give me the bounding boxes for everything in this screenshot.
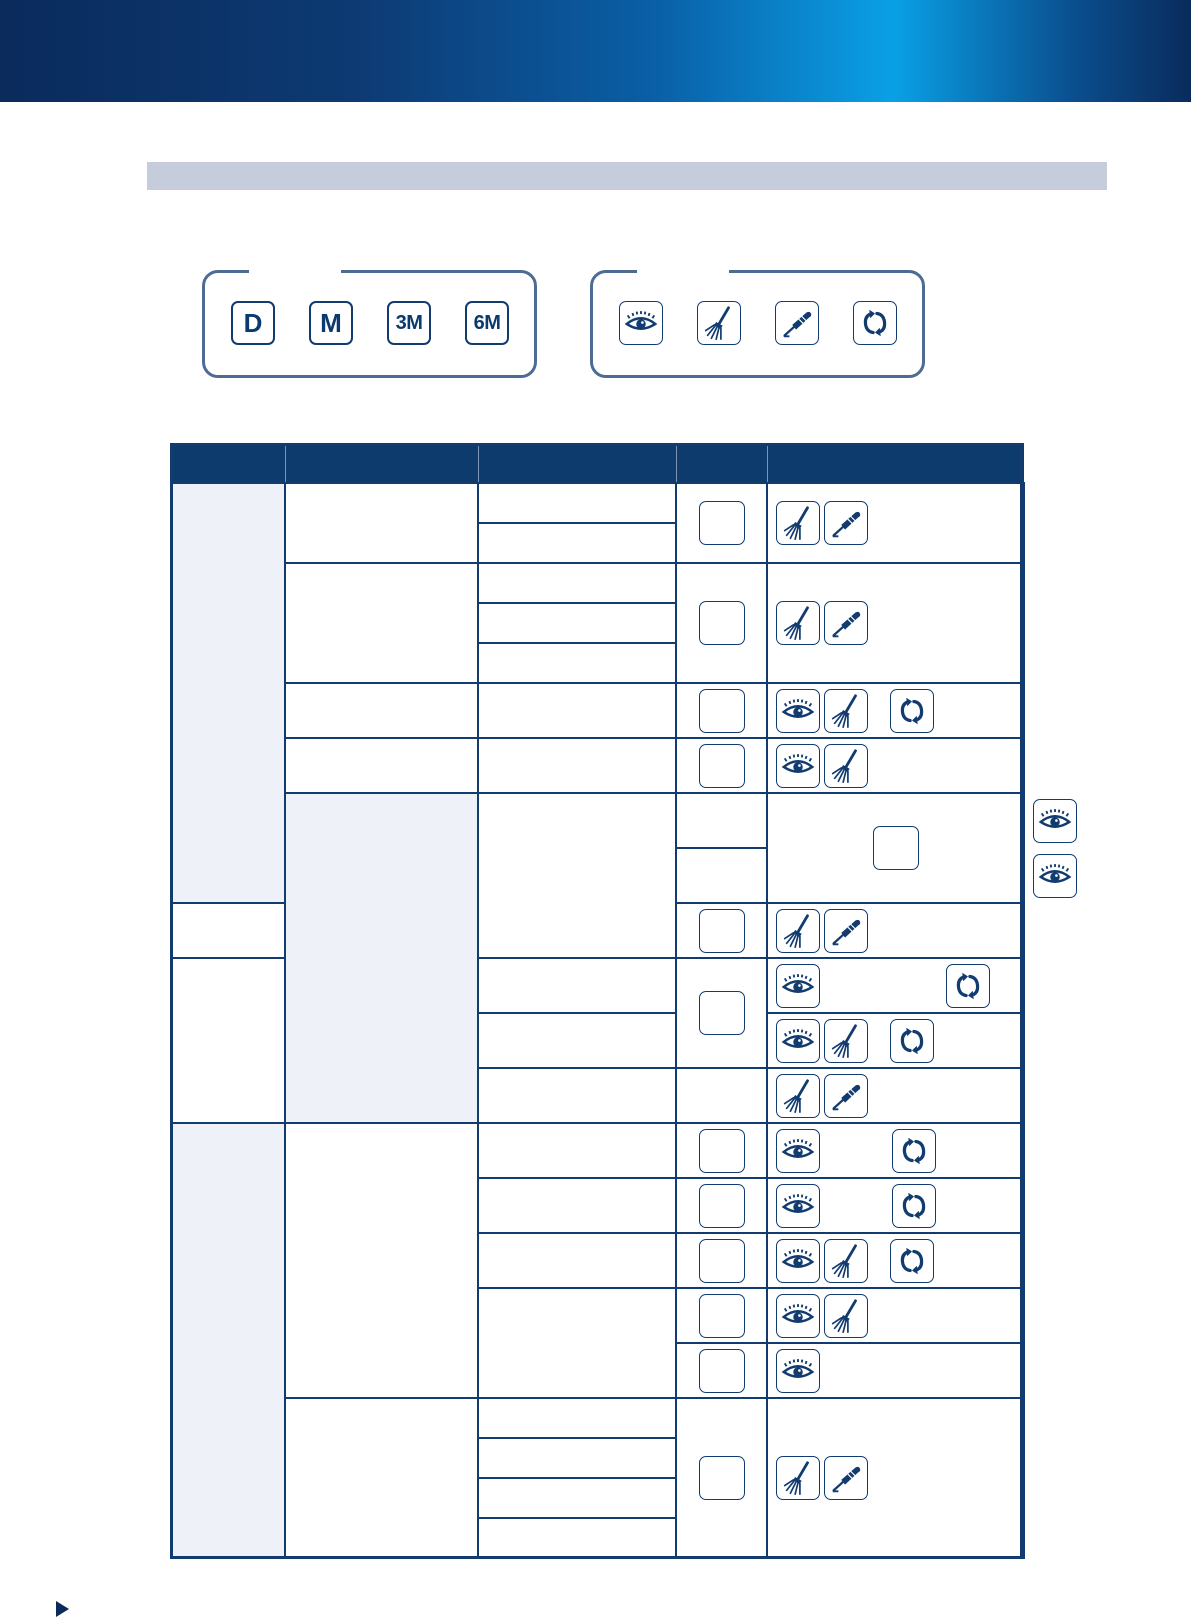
frequency-box [699, 689, 745, 733]
brush-clean-icon [776, 1074, 820, 1118]
monthly-icon: M [309, 301, 353, 345]
grease-gun-icon [775, 301, 819, 345]
item-cell [478, 1398, 676, 1438]
brush-clean-icon [824, 1239, 868, 1283]
part-cell [285, 1398, 478, 1558]
part-cell [171, 958, 285, 1123]
eye-inspect-icon [776, 1349, 820, 1393]
replace-icon [892, 1129, 936, 1173]
frequency-cell [676, 1343, 767, 1398]
item-cell [171, 903, 285, 958]
header-part [285, 443, 478, 483]
action-cell [767, 563, 1024, 683]
eye-inspect-icon [776, 964, 820, 1008]
frequency-cell [676, 1178, 767, 1233]
action-cell [767, 1288, 1024, 1343]
item-cell [676, 793, 767, 848]
frequency-box [699, 1349, 745, 1393]
part-cell [285, 738, 478, 793]
table-header-row [171, 443, 1024, 483]
eye-inspect-icon [1033, 799, 1077, 843]
replace-icon [853, 301, 897, 345]
eye-inspect-icon [1033, 854, 1077, 898]
action-cell [767, 903, 1024, 958]
replace-icon [890, 1019, 934, 1063]
section-title-bar [147, 162, 1107, 190]
part-cell [285, 1123, 478, 1398]
eye-inspect-icon [776, 1239, 820, 1283]
frequency-box [699, 909, 745, 953]
frequency-legend [202, 270, 537, 378]
item-cell [478, 563, 676, 603]
item-cell [478, 523, 676, 563]
frequency-cell [676, 1233, 767, 1288]
frequency-cell [676, 483, 767, 563]
action-cell [767, 958, 1024, 1013]
eye-inspect-icon [619, 301, 663, 345]
brush-clean-icon [776, 909, 820, 953]
brush-clean-icon [824, 689, 868, 733]
brush-clean-icon [776, 601, 820, 645]
action-cell [767, 683, 1024, 738]
grease-gun-icon [824, 501, 868, 545]
frequency-cell [676, 1288, 767, 1343]
category-cell [171, 483, 285, 903]
item-cell [478, 958, 676, 1013]
header-component [171, 443, 285, 483]
frequency-box [699, 991, 745, 1035]
eye-inspect-icon [776, 1294, 820, 1338]
replace-icon [892, 1184, 936, 1228]
three-month-icon: 3M [387, 301, 431, 345]
frequency-cell [676, 683, 767, 738]
frequency-box [699, 1129, 745, 1173]
brush-clean-icon [776, 501, 820, 545]
frequency-box [699, 601, 745, 645]
frequency-cell [676, 738, 767, 793]
frequency-box [699, 1239, 745, 1283]
replace-icon [890, 1239, 934, 1283]
action-cell [767, 1013, 1024, 1068]
six-month-icon: 6M [465, 301, 509, 345]
item-cell [478, 1288, 676, 1398]
grease-gun-icon [824, 1074, 868, 1118]
action-cell [767, 738, 1024, 793]
item-cell [478, 1518, 676, 1558]
header-banner [0, 0, 1191, 102]
frequency-cell [676, 1068, 767, 1123]
item-cell [478, 603, 676, 643]
action-cell [767, 1398, 1024, 1558]
frequency-cell [767, 793, 1024, 903]
frequency-box [699, 1294, 745, 1338]
eye-inspect-icon [776, 689, 820, 733]
item-cell [478, 1123, 676, 1178]
maintenance-table [170, 443, 1023, 1559]
item-cell [478, 1013, 676, 1068]
brush-clean-icon [824, 744, 868, 788]
grease-gun-icon [824, 1456, 868, 1500]
part-cell [478, 793, 676, 958]
part-cell [285, 683, 478, 738]
frequency-cell [676, 1123, 767, 1178]
daily-icon: D [231, 301, 275, 345]
frequency-box [699, 1456, 745, 1500]
frequency-box [699, 744, 745, 788]
item-cell [478, 738, 676, 793]
brush-clean-icon [697, 301, 741, 345]
eye-inspect-icon [776, 1184, 820, 1228]
action-cell [767, 1123, 1024, 1178]
category-cell [285, 793, 478, 1123]
item-cell [478, 1068, 676, 1123]
item-cell [478, 643, 676, 683]
action-cell [767, 1343, 1024, 1398]
item-cell [478, 1478, 676, 1518]
action-cell [767, 1178, 1024, 1233]
grease-gun-icon [824, 601, 868, 645]
action-cell [767, 483, 1024, 563]
header-action [767, 443, 1024, 483]
frequency-cell [676, 1398, 767, 1558]
eye-inspect-icon [776, 1019, 820, 1063]
frequency-box [699, 1184, 745, 1228]
frequency-box [699, 501, 745, 545]
item-cell [478, 1178, 676, 1233]
replace-icon [890, 689, 934, 733]
frequency-cell [676, 958, 767, 1068]
item-cell [676, 848, 767, 903]
item-cell [478, 683, 676, 738]
item-cell [478, 483, 676, 523]
frequency-cell [676, 903, 767, 958]
next-page-arrow-icon[interactable] [56, 1601, 69, 1617]
brush-clean-icon [824, 1019, 868, 1063]
frequency-box [873, 826, 919, 870]
part-cell [285, 483, 478, 563]
action-cell [767, 1233, 1024, 1288]
brush-clean-icon [824, 1294, 868, 1338]
header-frequency [676, 443, 767, 483]
replace-icon [946, 964, 990, 1008]
frequency-cell [676, 563, 767, 683]
item-cell [478, 1233, 676, 1288]
eye-inspect-icon [776, 744, 820, 788]
eye-inspect-icon [776, 1129, 820, 1173]
item-cell [478, 1438, 676, 1478]
action-legend [590, 270, 925, 378]
action-cell [767, 1068, 1024, 1123]
part-cell [285, 563, 478, 683]
brush-clean-icon [776, 1456, 820, 1500]
grease-gun-icon [824, 909, 868, 953]
category-cell [171, 1123, 285, 1558]
header-item [478, 443, 676, 483]
